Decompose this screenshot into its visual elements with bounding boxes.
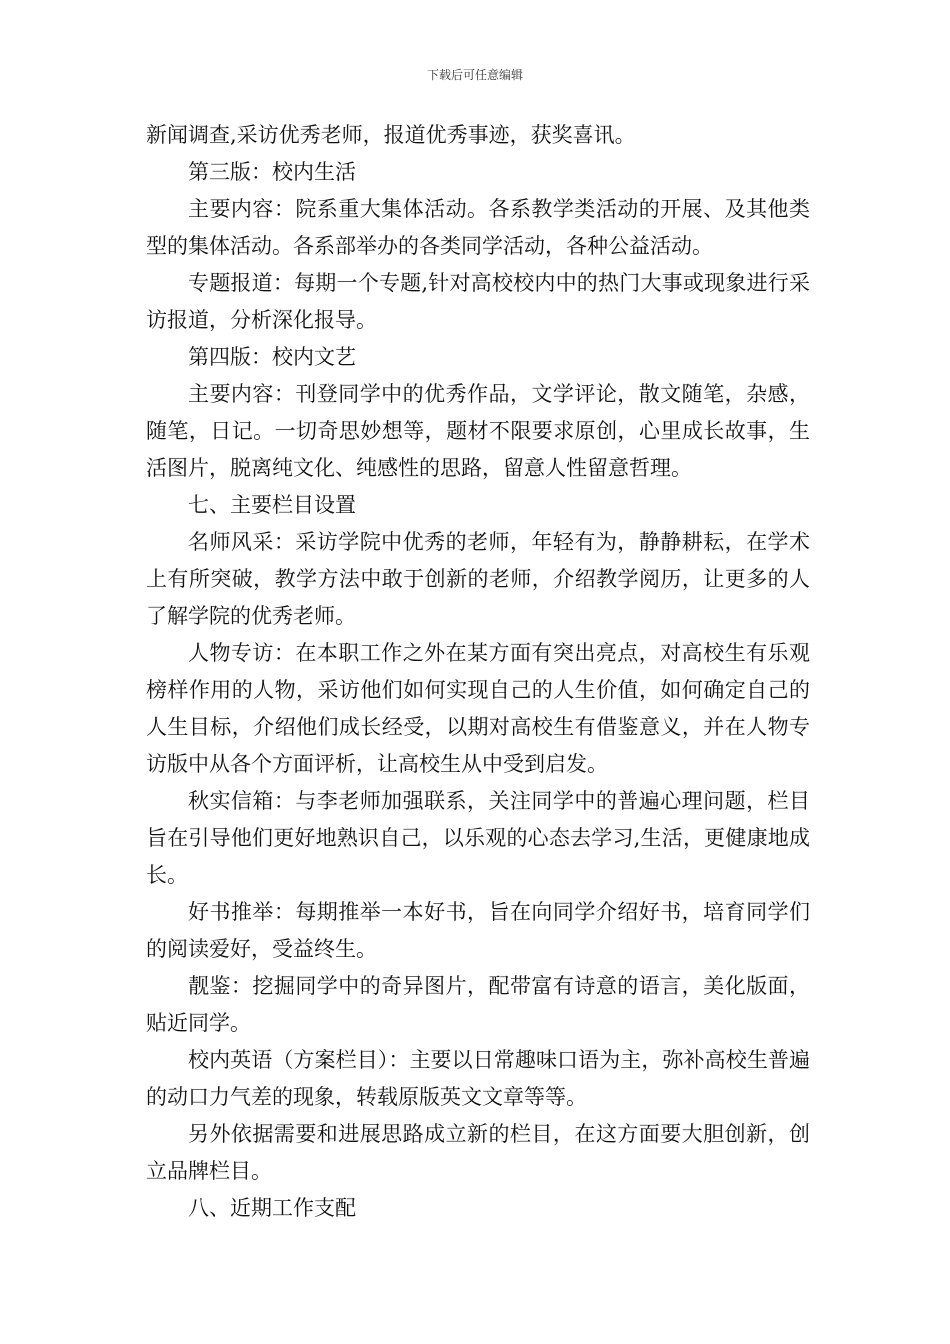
paragraph: 靓鉴：挖掘同学中的奇异图片，配带富有诗意的语言，美化版面，贴近同学。 [146,974,810,1035]
section-heading: 第四版：校内文艺 [188,345,356,369]
paragraph: 好书推举：每期推举一本好书，旨在向同学介绍好书，培育同学们的阅读爱好，受益终生。 [146,900,810,961]
paragraph: 专题报道：每期一个专题,针对高校校内中的热门大事或现象进行采访报道，分析深化报导。 [146,271,810,332]
paragraph: 主要内容：刊登同学中的优秀作品，文学评论，散文随笔，杂感，随笔，日记。一切奇思妙想等，题材不限要求原创，心里成长故事，生活图片，脱离纯文化、纯感性的思路，留意人性留意哲理。 [146,382,810,480]
section-heading: 八、近期工作支配 [188,1196,356,1220]
paragraph: 秋实信箱：与李老师加强联系，关注同学中的普遍心理问题，栏目旨在引导他们更好地熟识自己，以乐观的心态去学习,生活，更健康地成长。 [146,789,810,887]
paragraph: 校内英语（方案栏目）：主要以日常趣味口语为主，弥补高校生普遍的动口力气差的现象，转载原版英文文章等等。 [146,1048,810,1109]
section-heading: 七、主要栏目设置 [188,493,356,517]
section-heading: 第三版：校内生活 [188,160,356,184]
paragraph: 主要内容：院系重大集体活动。各系教学类活动的开展、及其他类型的集体活动。各系部举办的各类同学活动，各种公益活动。 [146,197,810,258]
paragraph: 人物专访：在本职工作之外在某方面有突出亮点，对高校生有乐观榜样作用的人物，采访他们如何实现自己的人生价值，如何确定自己的人生目标，介绍他们成长经受，以期对高校生有借鉴意义，并在人物专访版中从各个方面评析，让高校生从中受到启发。 [146,641,810,776]
paragraph: 另外依据需要和进展思路成立新的栏目，在这方面要大胆创新，创立品牌栏目。 [146,1122,810,1183]
paragraph: 新闻调查,采访优秀老师，报道优秀事迹，获奖喜讯。 [146,123,636,147]
document-body [146,117,810,1227]
page-header: 下载后可任意编辑 [426,68,523,82]
paragraph: 名师风采：采访学院中优秀的老师，年轻有为，静静耕耘，在学术上有所突破，教学方法中敢于创新的老师，介绍教学阅历，让更多的人了解学院的优秀老师。 [146,530,810,628]
